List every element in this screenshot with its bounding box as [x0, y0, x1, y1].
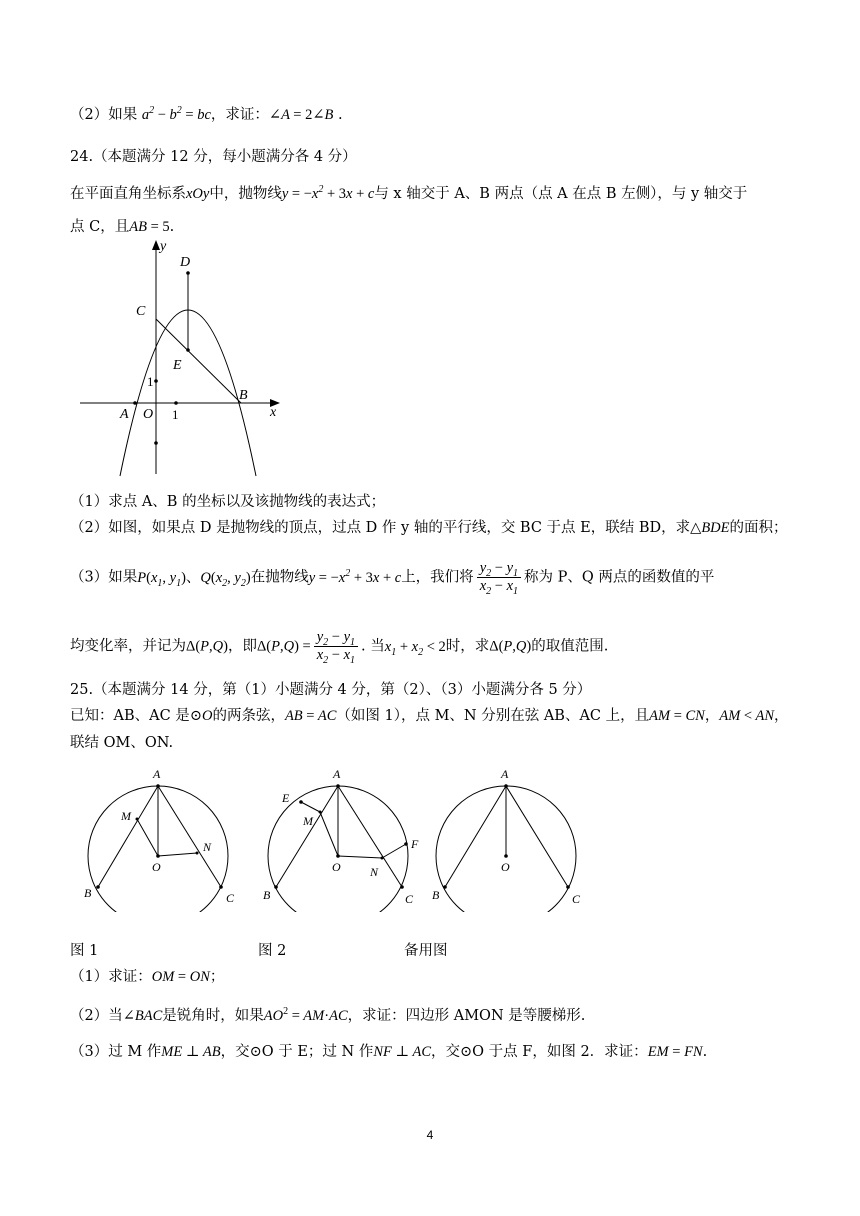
fig2-point-b	[274, 885, 278, 889]
q25-header: 25.（本题满分 14 分，第（1）小题满分 4 分，第（2）、（3）小题满分各 5 分）	[70, 682, 592, 698]
fig3-ab	[445, 786, 506, 887]
fig3-label-b: B	[432, 888, 440, 902]
q24-part1: （1）求点 A、B 的坐标以及该抛物线的表达式；	[70, 494, 386, 510]
fig2-on	[338, 856, 382, 858]
q23-part2-mid: ，求证：	[210, 107, 269, 123]
fig1-ab	[98, 786, 158, 887]
q24-stem-a: 在平面直角坐标系	[70, 186, 186, 202]
fig1-point-m	[136, 818, 139, 821]
fig2-point-f	[404, 842, 408, 846]
q24-ab5: AB = 5	[129, 219, 170, 235]
q25-p2b: 是锐角时，如果	[162, 1008, 264, 1024]
q24-p3a: （3）如果	[70, 569, 138, 586]
segment-cb	[156, 319, 241, 403]
fig2-point-n	[381, 857, 384, 860]
q25-p2a: （2）当	[70, 1008, 123, 1024]
fig2-om	[320, 812, 338, 856]
page-number: 4	[426, 1128, 434, 1142]
q25-stem-line1	[70, 706, 789, 726]
fig2-point-e	[299, 800, 303, 804]
fig2-label-b: B	[263, 888, 271, 902]
q25-p3d: .	[702, 1044, 708, 1060]
fig1-point-n	[196, 852, 199, 855]
fig3-label-o: O	[501, 860, 510, 874]
q24-parabola: $y = -x^2 + 3x + c$	[281, 184, 375, 202]
q24-fraction-2: $\frac{y_2 - y_1}{x_2 - x_1}$	[314, 629, 358, 664]
point-a	[133, 401, 137, 405]
label-b: B	[239, 388, 248, 403]
point-one-x	[174, 401, 178, 405]
q23-formula-2: ∠A = 2∠B	[268, 107, 334, 123]
q24-stem-c: 与 x 轴交于 A、B 两点（点 A 在点 B 左侧），与 y 轴交于	[374, 186, 748, 202]
q24-stem-d: 点 C，且	[70, 219, 130, 235]
label-d: D	[180, 255, 191, 270]
q24-parabola-2: $y = -x^2 + 3x + c$	[308, 567, 402, 586]
q25-stem-a: 已知：AB、AC 是	[70, 708, 190, 724]
fig1-caption: 图 1	[70, 943, 99, 959]
fig1-point-o	[156, 854, 160, 858]
q24-delta-def: Δ(P,Q) =	[256, 638, 311, 655]
q25-part1	[70, 967, 224, 987]
label-one-x: 1	[172, 407, 179, 422]
fig1-point-c	[219, 885, 223, 889]
q24-header: 24.（本题满分 12 分，每小题满分各 4 分）	[70, 149, 357, 165]
q25-p1a: （1）求证：	[70, 969, 152, 985]
q24-p3b: 在抛物线	[250, 569, 309, 586]
fig1-label-c: C	[226, 891, 235, 905]
fig2-label-c: C	[405, 892, 414, 906]
fig2-label-e: E	[282, 791, 290, 805]
fig3-caption: 备用图	[404, 943, 448, 959]
q25-circle-o: ⊙O	[189, 708, 213, 724]
q24-part3-line1	[70, 560, 714, 595]
fig3-ac	[506, 786, 568, 887]
fig2-point-c	[400, 885, 404, 889]
q25-ao-squared: $AO^2 = AM\cdot AC$	[263, 1006, 348, 1024]
fig1-ac	[158, 786, 221, 887]
q25-nf-perp-ac: NF ⊥ AC	[373, 1044, 432, 1060]
fig1-label-m: M	[121, 809, 131, 823]
q24-p3f: ，即	[227, 638, 257, 655]
q25-part2	[70, 1006, 585, 1026]
q24-p3d: 称为 P、Q 两点的函数值的平	[524, 569, 715, 586]
q24-points-pq: $P(x_1$, $y_1$)、$Q(x_2$, $y_2$)	[137, 569, 251, 589]
q25-p1b: ；	[209, 969, 225, 985]
label-c: C	[136, 304, 146, 319]
fig1-on	[158, 853, 197, 856]
fig3-point-a	[504, 784, 508, 788]
label-one-y: 1	[147, 374, 154, 389]
fig1-label-n: N	[203, 840, 212, 854]
fig3-label-a: A	[501, 767, 509, 781]
fig3-point-c	[566, 885, 570, 889]
q25-angle-bac: ∠BAC	[122, 1008, 163, 1024]
q25-stem-e: ，	[774, 708, 789, 724]
fig2-label-o: O	[332, 860, 341, 874]
q24-part2	[70, 518, 788, 538]
y-axis-arrow	[152, 240, 160, 250]
q25-figure-2	[258, 762, 428, 912]
q23-part2-prefix: （2）如果	[70, 107, 138, 123]
fig2-caption: 图 2	[258, 943, 287, 959]
fig2-point-m	[319, 811, 322, 814]
fig2-label-m: M	[303, 814, 313, 828]
fig1-label-o: O	[152, 860, 161, 874]
q24-stem-b: 中，抛物线	[209, 186, 282, 202]
q25-om-eq-on: OM = ON	[151, 969, 210, 985]
q23-formula-1: $a^2 - b^2$ = bc	[141, 105, 211, 123]
q24-part3-line2	[70, 629, 608, 664]
q25-part3	[70, 1042, 707, 1062]
fig1-label-b: B	[84, 886, 92, 900]
fig2-me	[301, 802, 320, 812]
label-e: E	[173, 358, 182, 373]
point-minus-one-y	[154, 441, 158, 445]
q25-am-eq-cn: AM = CN	[649, 708, 705, 724]
q24-p2b: 的面积；	[729, 520, 788, 536]
q25-figure-1	[80, 762, 250, 912]
q24-p3i: 的取值范围.	[531, 638, 609, 655]
q25-stem-c: （如图 1），点 M、N 分别在弦 AB、AC 上，且	[336, 708, 650, 724]
q25-figure-spare	[426, 762, 596, 912]
fig2-label-n: N	[370, 865, 379, 879]
point-one-y	[154, 379, 158, 383]
q25-p3b: ，交⊙O 于 E；过 N 作	[220, 1044, 374, 1060]
q24-delta-pq: Δ(P,Q)	[186, 638, 228, 655]
label-x: x	[270, 405, 277, 420]
fig2-label-f: F	[411, 837, 419, 851]
q24-stem-line1	[70, 184, 747, 204]
point-d	[186, 271, 190, 275]
q24-delta-pq-2: Δ(P,Q)	[489, 638, 532, 655]
fig3-point-o	[504, 854, 508, 858]
label-a: A	[120, 407, 129, 422]
q24-p3e: 均变化率，并记为	[70, 638, 186, 655]
q25-stem-b: 的两条弦，	[212, 708, 285, 724]
fig1-om	[137, 819, 158, 856]
q24-p3h: 时，求	[445, 638, 490, 655]
q24-p2a: （2）如图，如果点 D 是抛物线的顶点，过点 D 作 y 轴的平行线，交 BC 于点 E，联结 BD，求	[70, 520, 691, 536]
q25-stem-line2: 联结 OM、ON.	[70, 735, 174, 751]
label-y: y	[160, 239, 167, 254]
q24-fraction-1: $\frac{y_2 - y_1}{x_2 - x_1}$	[477, 560, 521, 595]
q25-p3a: （3）过 M 作	[70, 1044, 162, 1060]
q24-stem-line2	[70, 217, 174, 237]
q24-p3c: 上，我们将	[401, 569, 474, 586]
fig1-point-a	[156, 784, 160, 788]
q24-xoy: xOy	[186, 186, 210, 202]
fig1-point-b	[96, 885, 100, 889]
label-o: O	[143, 407, 154, 422]
q25-p3c: ，交⊙O 于点 F，如图 2．求证：	[431, 1044, 648, 1060]
q25-me-perp-ab: ME ⊥ AB	[161, 1044, 221, 1060]
q25-ab-eq-ac: AB = AC	[284, 708, 337, 724]
q25-p2c: ，求证：四边形 AMON 是等腰梯形.	[347, 1008, 586, 1024]
q24-p3g: . 当	[361, 638, 385, 655]
fig2-point-o	[336, 854, 340, 858]
q25-am-lt-an: AM < AN	[719, 708, 775, 724]
q24-figure	[70, 236, 290, 480]
fig1-label-a: A	[153, 767, 161, 781]
fig3-label-c: C	[572, 892, 581, 906]
q23-part2	[70, 105, 343, 125]
point-e	[186, 348, 190, 352]
fig2-nf	[382, 844, 406, 858]
fig2-label-a: A	[333, 767, 341, 781]
q25-stem-d: ，	[704, 708, 720, 724]
fig3-point-b	[443, 885, 447, 889]
q24-triangle-bde: △BDE	[690, 520, 730, 536]
q24-condition: $x_1 + x_2 < 2$	[384, 638, 446, 658]
fig2-point-a	[336, 784, 340, 788]
q24-stem-e: .	[169, 219, 175, 235]
q23-part2-end: .	[337, 107, 343, 123]
q25-em-eq-fn: EM = FN	[647, 1044, 703, 1060]
